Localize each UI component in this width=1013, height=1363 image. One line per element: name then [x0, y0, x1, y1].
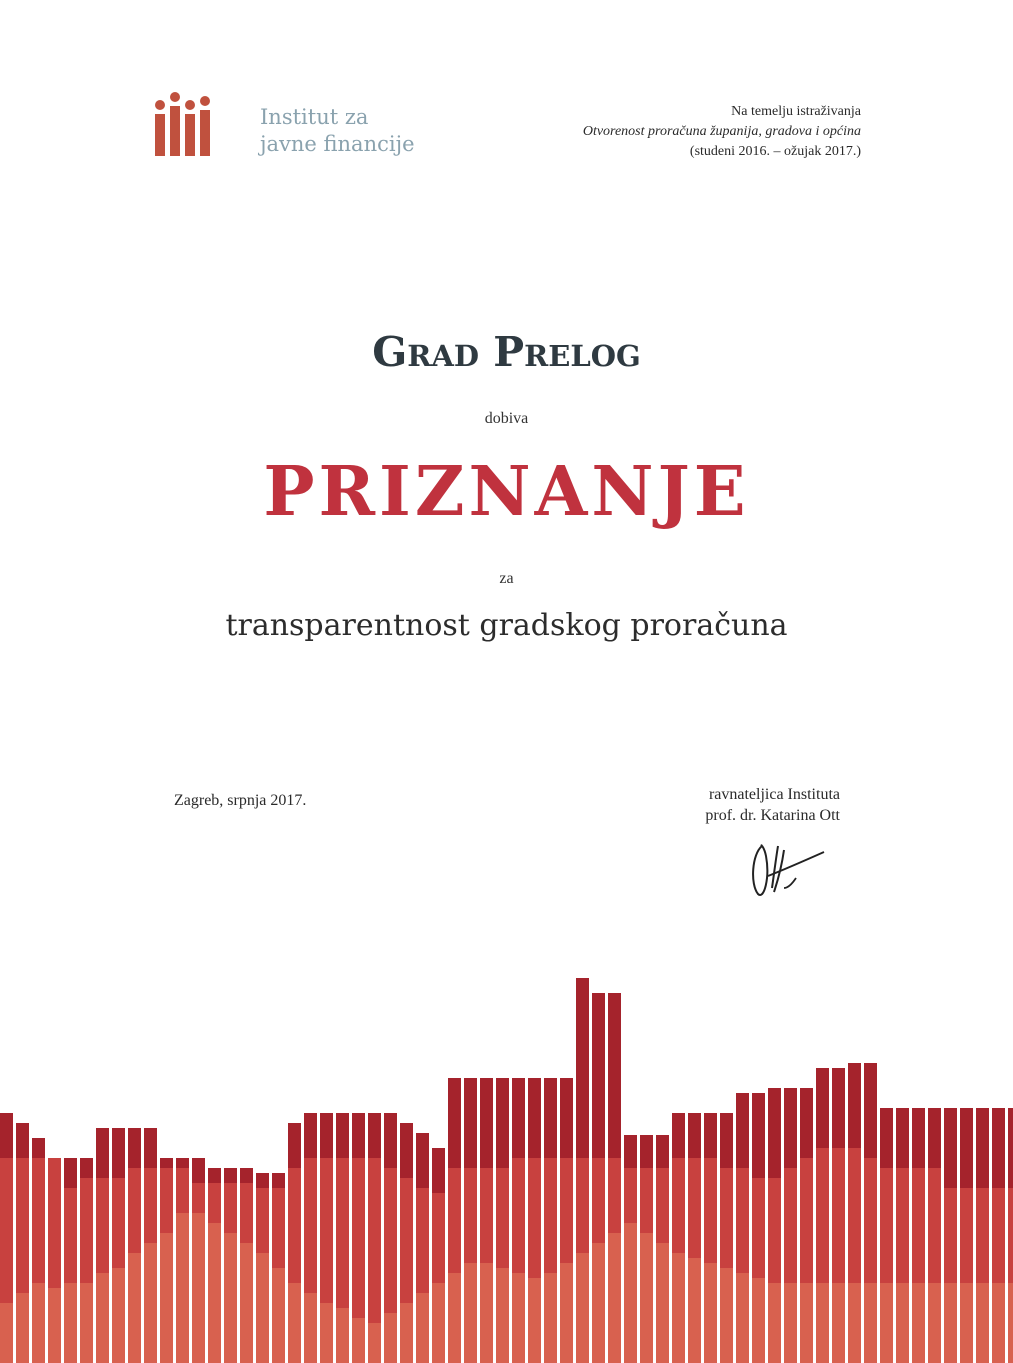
skyline-bar [448, 1273, 461, 1363]
signature-icon [748, 838, 828, 902]
skyline-bar [928, 1283, 941, 1363]
skyline-bar [864, 1283, 877, 1363]
signer-block [705, 784, 840, 826]
award-title: PRIZNANJE [263, 452, 750, 532]
skyline-bar [80, 1283, 93, 1363]
skyline-bar [528, 1278, 541, 1363]
signer-role: ravnateljica Instituta [708, 786, 840, 803]
award-purpose: transparentnost gradskog proračuna [225, 608, 788, 643]
skyline-bar [992, 1283, 1005, 1363]
skyline-bar [352, 1318, 365, 1363]
skyline-bar [304, 1293, 317, 1363]
skyline-bar [896, 1283, 909, 1363]
skyline-bar [208, 1223, 221, 1363]
skyline-bar [976, 1283, 989, 1363]
skyline-bar [656, 1243, 669, 1363]
skyline-bar [160, 1233, 173, 1363]
skyline-bar [480, 1263, 493, 1363]
recipient-name: Grad Prelog [372, 328, 641, 376]
skyline-graphic [0, 970, 1013, 1363]
skyline-bar [368, 1323, 381, 1363]
skyline-bar [944, 1283, 957, 1363]
institute-name [260, 104, 480, 158]
skyline-bar [240, 1243, 253, 1363]
skyline-bar [416, 1293, 429, 1363]
skyline-bar [752, 1278, 765, 1363]
skyline-bar [608, 1233, 621, 1363]
skyline-bar [176, 1213, 189, 1363]
skyline-bar [320, 1303, 333, 1363]
skyline-bar [592, 1243, 605, 1363]
skyline-bar [272, 1268, 285, 1363]
skyline-bar [512, 1273, 525, 1363]
signer-name: prof. dr. Katarina Ott [705, 807, 840, 824]
skyline-bar [288, 1283, 301, 1363]
skyline-bar [336, 1308, 349, 1363]
skyline-bar [848, 1283, 861, 1363]
skyline-bar [720, 1268, 733, 1363]
skyline-bar [400, 1303, 413, 1363]
skyline-bar [496, 1268, 509, 1363]
for-label: za [499, 570, 514, 587]
basis-period: (studeni 2016. – ožujak 2017.) [689, 144, 861, 159]
skyline-bar [576, 1253, 589, 1363]
place-date: Zagreb, srpnja 2017. [174, 792, 307, 809]
research-basis [531, 102, 861, 162]
skyline-bar [1008, 1283, 1013, 1363]
skyline-bar [112, 1268, 125, 1363]
skyline-bar [544, 1273, 557, 1363]
skyline-bar [784, 1283, 797, 1363]
skyline-bar [816, 1283, 829, 1363]
skyline-bar [768, 1283, 781, 1363]
skyline-bar [736, 1273, 749, 1363]
skyline-bar [560, 1263, 573, 1363]
skyline-bar [688, 1258, 701, 1363]
institute-name-line1: Institut za [260, 105, 369, 129]
skyline-bar [384, 1313, 397, 1363]
skyline-bar [912, 1283, 925, 1363]
skyline-bar [128, 1253, 141, 1363]
skyline-bar [624, 1223, 637, 1363]
skyline-bar [832, 1283, 845, 1363]
skyline-bar [48, 1288, 61, 1363]
skyline-bar [880, 1283, 893, 1363]
skyline-bar [144, 1243, 157, 1363]
skyline-bar [464, 1263, 477, 1363]
skyline-bar [64, 1283, 77, 1363]
skyline-bar [256, 1253, 269, 1363]
skyline-bar [0, 1303, 13, 1363]
skyline-bar [672, 1253, 685, 1363]
skyline-bar [96, 1273, 109, 1363]
skyline-bar [16, 1293, 29, 1363]
skyline-bar [224, 1233, 237, 1363]
skyline-bar [640, 1233, 653, 1363]
basis-study-title: Otvorenost proračuna županija, gradova i općina [582, 124, 861, 139]
skyline-bar [192, 1213, 205, 1363]
institute-name-line2: javne financije [260, 132, 415, 156]
institute-logo-icon [154, 90, 214, 156]
receives-label: dobiva [484, 410, 529, 427]
skyline-bar [960, 1283, 973, 1363]
basis-intro: Na temelju istraživanja [731, 104, 861, 119]
skyline-bar [800, 1283, 813, 1363]
skyline-bar [704, 1263, 717, 1363]
skyline-bar [32, 1283, 45, 1363]
skyline-bar [432, 1283, 445, 1363]
